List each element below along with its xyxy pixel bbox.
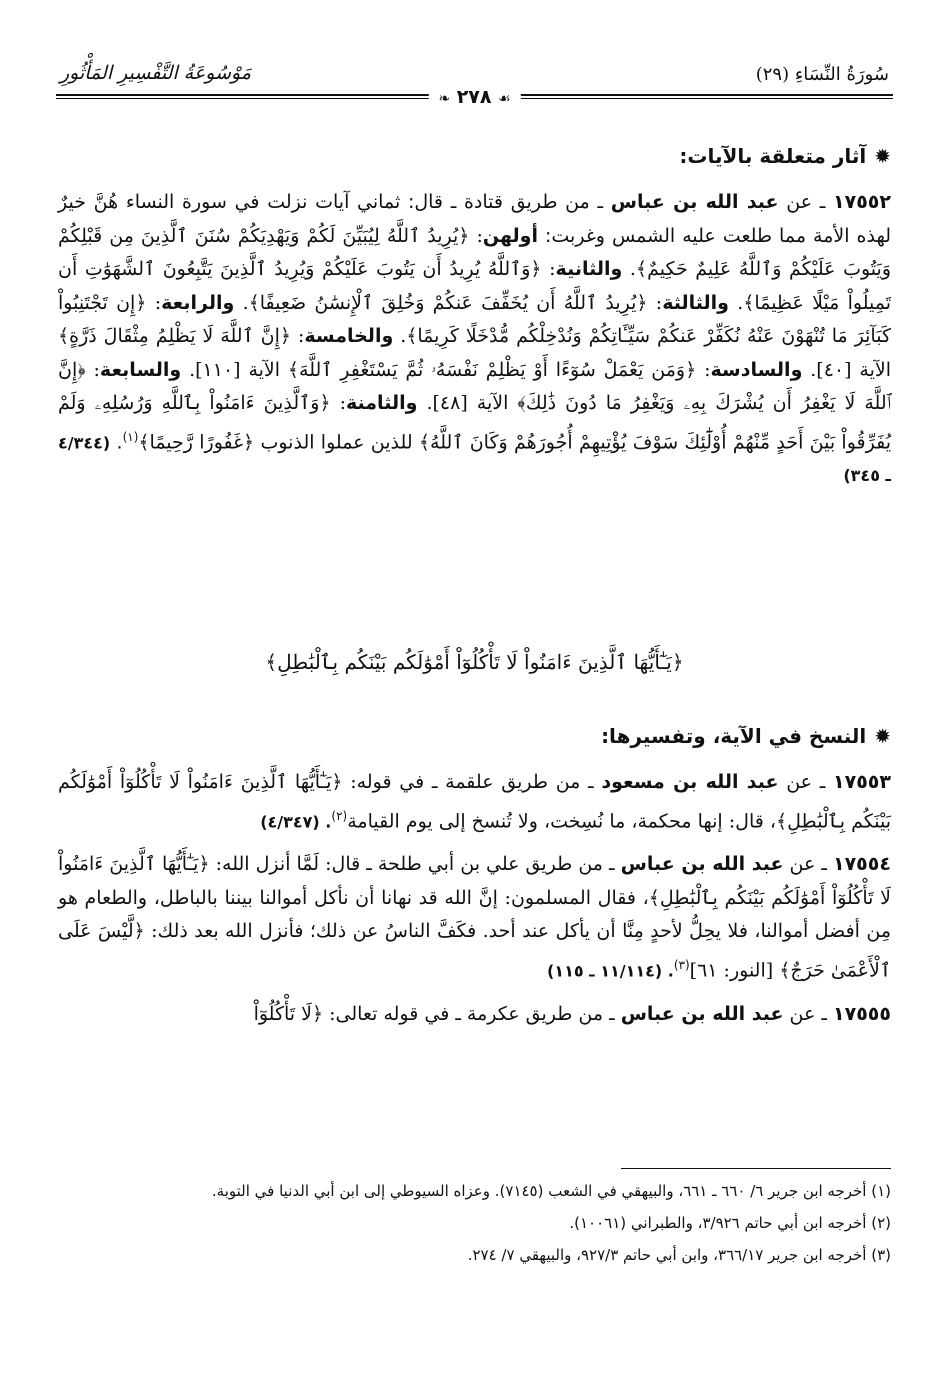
ordinal-label: والثالثة xyxy=(662,291,729,314)
entry-text: . xyxy=(110,430,123,453)
ornament-right-icon: ☙ xyxy=(498,91,511,107)
entry-17554 xyxy=(58,848,891,987)
page-number: ٢٧٨ xyxy=(456,86,492,108)
heading-text: آثار متعلقة بالآيات: xyxy=(679,144,867,168)
entry-number: ١٧٥٥٥ xyxy=(833,1002,891,1025)
footnote-3: (٣) أخرجه ابن جرير ٣٦٦/١٧، وابن أبي حاتم ٩٢٧/٣، والبيهقي ٧/ ٢٧٤. xyxy=(467,1246,891,1264)
entry-17552 xyxy=(58,186,891,493)
footnote-marker: (١) xyxy=(122,429,139,444)
narrator: عبد الله بن مسعود xyxy=(601,771,779,793)
quran-text: : ﴿وَٱلَّذِينَ ءَامَنُواْ بِٱللَّهِ وَرُسُلِهِۦ وَلَمْ يُفَرِّقُواْ بَيْنَ أَحَدٍ مِّنْهُمْ أُوْلَٰٓئِكَ سَوْفَ يُؤْتِيهِمْ أُجُورَهُمْ وَكَانَ ٱللَّهُ﴾ للذين عملوا الذنوب ﴿غَفُورًا رَّحِيمًا﴾ xyxy=(58,392,891,453)
narrator: عبد الله بن عباس xyxy=(610,191,779,213)
section-heading xyxy=(58,720,891,752)
quran-text: : ﴿إِنَّ ٱللَّهَ لَا يَظْلِمُ مِثْقَالَ ذَرَّةٍ﴾ الآية [٤٠]. xyxy=(58,325,891,381)
entry-17555 xyxy=(58,998,891,1032)
footnote-1: (١) أخرجه ابن جرير ٦/ ٦٦٠ ـ ٦٦١، والبيهقي في الشعب (٧١٤٥). وعزاه السيوطي إلى ابن أبي الدنيا في التوبة. xyxy=(211,1182,891,1200)
star-ornament-icon: ✹ xyxy=(874,724,891,748)
entry-text: ـ من طريق قتادة ـ قال: ثماني آيات نزلت في سورة النساء هُنَّ خيرٌ لهذه الأمة مما طلعت عليه الشمس وغربت: xyxy=(58,191,892,247)
footnote-marker: (٢) xyxy=(331,808,348,823)
ordinal-label: والسابعة xyxy=(99,358,182,381)
ordinal-label: والثامنة xyxy=(346,392,418,414)
entry-text: ـ من طريق علي بن أبي طلحة ـ قال: لَمَّا أنزل الله: ﴿يَـٰٓأَيُّهَا ٱلَّذِينَ ءَامَنُواْ لَا تَأْكُلُوٓاْ أَمْوَٰلَكُم بَيْنَكُم بِٱلْبَٰطِلِ﴾، فقال المسلمون: إنَّ الله قد نهانا أن نأكل أموالنا بيننا بالباطل، والطعام هو مِن أفضل أموالنا، فلا يحِلُّ لأحدٍ مِنَّا أن يأكل عند أحد. فكَفَّ الناسُ عن ذلك؛ فأنزل الله بعد ذلك: ﴿لَّيْسَ عَلَى ٱلْأَعْمَىٰ حَرَجٌ﴾ [النور: ٦١] xyxy=(58,853,891,982)
entry-text: ـ عن xyxy=(783,1002,834,1025)
volume-reference: . (١١/١١٤ ـ ١١٥) xyxy=(546,961,674,981)
section-naskh xyxy=(58,720,891,1041)
quran-text: : ﴿وَمَن يَعْمَلْ سُوٓءًا أَوْ يَظْلِمْ نَفْسَهُۥ ثُمَّ يَسْتَغْفِرِ ٱللَّهَ﴾ الآية [١١٠]. xyxy=(181,358,711,381)
footnote-divider xyxy=(621,1168,891,1169)
entry-text: ـ من طريق عكرمة ـ في قوله تعالى: ﴿لَا تَأْكُلُوٓاْ xyxy=(253,1002,621,1025)
footnotes xyxy=(58,1178,891,1274)
book-title: مَوْسُوعَةُ التَّفْسِيرِ المَأْثُورِ xyxy=(60,62,252,84)
heading-text: النسخ في الآية، وتفسيرها: xyxy=(601,724,867,748)
entry-17553 xyxy=(58,766,891,838)
ornament-left-icon: ❧ xyxy=(438,91,451,107)
section-athar xyxy=(58,140,891,493)
quran-text: : ﴿يُرِيدُ ٱللَّهُ أَن يُخَفِّفَ عَنكُمْ وَخُلِقَ ٱلْإِنسَٰنُ ضَعِيفًا﴾. xyxy=(234,291,663,314)
surah-title: سُورَةُ النِّسَاءِ (٢٩) xyxy=(755,64,889,85)
quran-text: : ﴿يُرِيدُ ٱللَّهُ لِيُبَيِّنَ لَكُمْ وَيَهْدِيَكُمْ سُنَنَ ٱلَّذِينَ مِن قَبْلِكُمْ وَيَتُوبَ عَلَيْكُمْ وَٱللَّهُ عَلِيمٌ حَكِيمٌ﴾. xyxy=(58,224,891,280)
entry-text: ـ عن xyxy=(778,771,833,793)
entry-number: ١٧٥٥٤ xyxy=(832,853,891,876)
quran-text: : ﴿إِن تَجْتَنِبُواْ كَبَآئِرَ مَا تُنْهَوْنَ عَنْهُ نُكَفِّرْ عَنكُمْ سَيِّـَٔاتِكُمْ وَنُدْخِلْكُم مُّدْخَلًا كَرِيمًا﴾. xyxy=(58,291,891,347)
entry-text: ـ من طريق علقمة ـ في قوله: ﴿يَـٰٓأَيُّهَا ٱلَّذِينَ ءَامَنُواْ لَا تَأْكُلُوٓاْ أَمْوَٰلَكُم بَيْنَكُم بِٱلْبَٰطِلِ﴾، قال: إنها محكمة، ما نُسِخت، ولا تُنسخ إلى يوم القيامة xyxy=(58,771,891,832)
ordinal-label: والرابعة xyxy=(161,291,235,314)
narrator: عبد الله بن عباس xyxy=(620,853,784,876)
page-header xyxy=(56,58,893,108)
ordinal-label: والخامسة xyxy=(304,325,394,347)
section-heading xyxy=(58,140,891,172)
footnote-marker: (٣) xyxy=(673,957,690,972)
verse-heading: ﴿يَـٰٓأَيُّهَا ٱلَّذِينَ ءَامَنُواْ لَا تَأْكُلُوٓاْ أَمْوَٰلَكُم بَيْنَكُم بِٱلْبَٰطِلِ﴾ xyxy=(265,650,684,674)
entry-text: ـ عن xyxy=(783,853,833,876)
quran-text: : ﴿وَٱللَّهُ يُرِيدُ أَن يَتُوبَ عَلَيْكُمْ وَيُرِيدُ ٱلَّذِينَ يَتَّبِعُونَ ٱلشَّهَوَٰتِ أَن تَمِيلُواْ مَيْلًا عَظِيمًا﴾. xyxy=(58,258,891,314)
ordinal-label: أولهن xyxy=(482,224,538,247)
ordinal-label: والسادسة xyxy=(710,358,803,381)
entry-number: ١٧٥٥٣ xyxy=(833,771,891,793)
narrator: عبد الله بن عباس xyxy=(620,1002,784,1025)
quran-text: : ﴿إِنَّ ٱللَّهَ لَا يَغْفِرُ أَن يُشْرَكَ بِهِۦ وَيَغْفِرُ مَا دُونَ ذَٰلِكَ﴾ الآية [٤٨]. xyxy=(58,358,891,414)
entry-text: ـ عن xyxy=(778,191,833,213)
ordinal-label: والثانية xyxy=(555,258,623,280)
entry-number: ١٧٥٥٢ xyxy=(833,191,891,213)
page-number-box xyxy=(428,86,520,108)
star-ornament-icon: ✹ xyxy=(874,144,891,168)
volume-reference: (٤/٣٤٤ ـ ٣٤٥) xyxy=(58,432,891,486)
footnote-2: (٢) أخرجه ابن أبي حاتم ٣/٩٢٦، والطبراني (١٠٠٦١). xyxy=(569,1214,891,1232)
volume-reference: . (٤/٣٤٧) xyxy=(260,811,332,831)
